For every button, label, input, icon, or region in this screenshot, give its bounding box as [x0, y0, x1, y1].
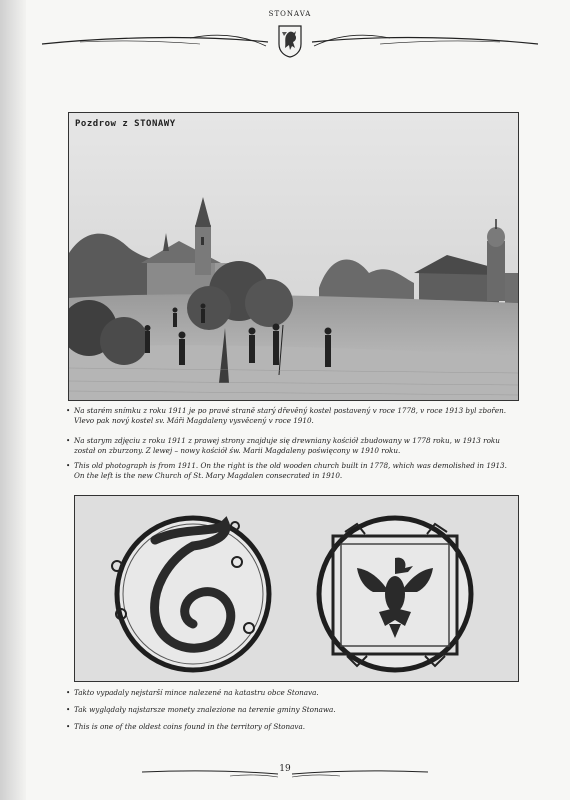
coin-caption-cz [66, 688, 514, 698]
photo-caption-pl-text: Na starym zdjęciu z roku 1911 z prawej strony znajduje się drewniany kościół zbudowany w 1778 roku, w 1913 roku został on zburzony. Z lewej – nowy kościół św. Marii Magdaleny poświęcony w 1910 roku. [74, 436, 500, 455]
header-title: STONAVA [268, 10, 312, 18]
photo-caption-en [66, 461, 514, 481]
page-header [40, 6, 540, 76]
photo-caption-pl [66, 436, 514, 456]
photo-caption-en-text: This old photograph is from 1911. On the right is the old wooden church built in 1778, which was demolished in 1913. On the left is the new Church of St. Mary Magdalen consecrated in 1910. [74, 461, 507, 480]
coin-caption-pl-text: Tak wyglądały najstarsze monety znalezione na terenie gminy Stonawa. [74, 705, 336, 714]
photo-inscription: Pozdrow z STONAWY [75, 119, 176, 129]
coin-caption-en [66, 722, 514, 732]
left-ornament-icon [40, 28, 272, 50]
griffin-crest-icon [277, 24, 303, 58]
page-number: 19 [279, 764, 291, 774]
right-ornament-icon [308, 28, 540, 50]
page-spine-shadow [0, 0, 26, 800]
coins-photograph [74, 495, 519, 682]
coin-caption-en-text: This is one of the oldest coins found in the territory of Stonava. [74, 722, 306, 731]
photo-caption-cz-text: Na starém snímku z roku 1911 je po pravé straně starý dřevěný kostel postavený v roce 1778, v roce 1913 byl zbořen. Vlevo pak nový kostel sv. Máři Magdaleny vysvěcený v roce 1910. [74, 406, 506, 425]
bullet-icon: • [66, 461, 71, 470]
vintage-church-photograph [68, 112, 519, 401]
coin-caption-cz-text: Takto vypadaly nejstarší mince nalezené na katastru obce Stonava. [74, 688, 319, 697]
photo-caption-cz [66, 406, 514, 426]
bullet-icon: • [66, 705, 71, 714]
coin-caption-pl [66, 705, 514, 715]
bullet-icon: • [66, 688, 71, 697]
ancient-coins-image [75, 496, 518, 681]
bullet-icon: • [66, 436, 71, 445]
bullet-icon: • [66, 722, 71, 731]
church-landscape-image [69, 113, 518, 400]
bullet-icon: • [66, 406, 71, 415]
